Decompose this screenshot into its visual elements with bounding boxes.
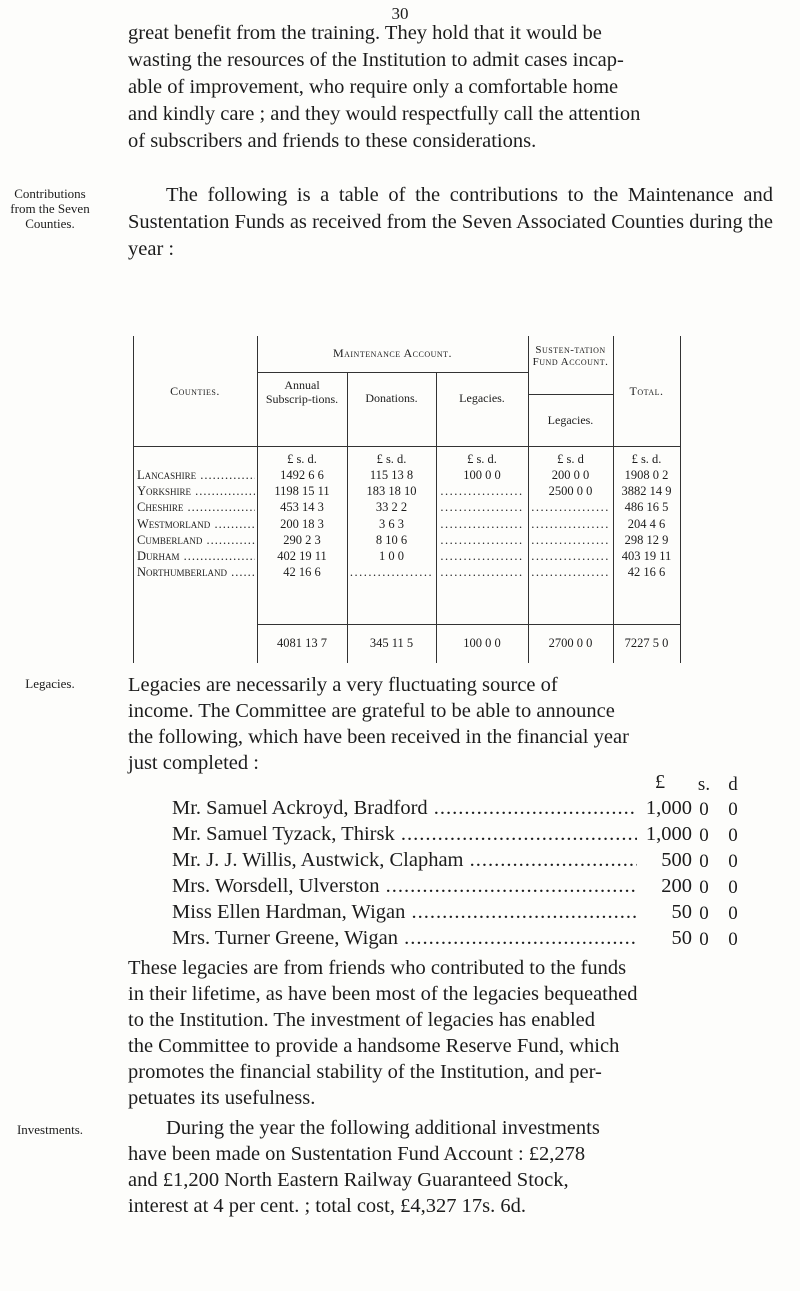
county-name: Cheshire ..... bbox=[137, 499, 255, 515]
page-number: 30 bbox=[391, 4, 409, 23]
cell: 1 0 0 bbox=[379, 548, 404, 563]
legacy-s: 0 bbox=[699, 877, 709, 898]
total-column bbox=[613, 467, 680, 580]
cell: 200 0 0 bbox=[551, 468, 590, 482]
header-maintenance: Maintenance Account. bbox=[332, 346, 453, 360]
cell: 200 18 3 bbox=[280, 516, 324, 531]
d-heading: d bbox=[728, 774, 738, 795]
legacy-name bbox=[172, 797, 637, 823]
legacy-s: 0 bbox=[699, 851, 709, 872]
legacy-s: 0 bbox=[699, 825, 709, 846]
sust-legacies-column bbox=[528, 467, 613, 580]
header-counties: Counties. bbox=[170, 384, 220, 398]
cell: 486 16 5 bbox=[624, 500, 669, 515]
legacy-d: 0 bbox=[728, 929, 738, 950]
cell: 3 6 3 bbox=[379, 516, 404, 531]
text-line: petuates its usefulness. bbox=[128, 1087, 316, 1109]
county-name: Durham ..... bbox=[137, 548, 255, 564]
cell: 402 19 11 bbox=[277, 548, 327, 563]
text-line: of subscribers and friends to these considerations. bbox=[128, 130, 537, 152]
side-note-contributions: Contributions from the Seven Counties. bbox=[10, 186, 90, 231]
legacy-pounds: 1,000 bbox=[645, 823, 692, 845]
cell: 1908 0 2 bbox=[624, 468, 669, 482]
annual-column bbox=[257, 467, 347, 580]
cell: 298 12 9 bbox=[624, 532, 669, 547]
legacy-pounds: 200 bbox=[661, 875, 692, 897]
dots: .................. bbox=[440, 548, 524, 563]
cell: 290 2 3 bbox=[283, 532, 321, 547]
cell: 1492 6 6 bbox=[280, 468, 324, 482]
text-line: and kindly care ; and they would respectfully call the attention bbox=[128, 103, 641, 125]
dots: .................. bbox=[440, 484, 524, 499]
legacies-column bbox=[436, 467, 528, 580]
text-line: and £1,200 North Eastern Railway Guaranteed Stock, bbox=[128, 1169, 569, 1191]
header-annual: Annual Subscrip-tions. bbox=[265, 378, 339, 406]
text-line: interest at 4 per cent. ; total cost, £4,327 17s. 6d. bbox=[128, 1195, 526, 1217]
county-name: Yorkshire ..... bbox=[137, 483, 255, 499]
legacy-s: 0 bbox=[699, 929, 709, 950]
legacy-d: 0 bbox=[728, 877, 738, 898]
units: £ s. d bbox=[557, 452, 584, 466]
cell: 2500 0 0 bbox=[548, 484, 593, 499]
legacy-s: 0 bbox=[699, 799, 709, 820]
cell: 8 10 6 bbox=[375, 532, 408, 547]
legacy-pounds: 500 bbox=[661, 849, 692, 871]
county-name: Westmorland ..... bbox=[137, 516, 255, 532]
cell: 183 18 10 bbox=[366, 484, 417, 499]
legacy-d: 0 bbox=[728, 825, 738, 846]
dots: .................. bbox=[349, 565, 434, 580]
dots: ................. bbox=[531, 516, 610, 531]
units: £ s. d. bbox=[287, 452, 317, 466]
dots: .................. bbox=[440, 500, 524, 515]
header-total: Total. bbox=[629, 384, 664, 398]
dots: ................. bbox=[531, 565, 610, 580]
legacy-d: 0 bbox=[728, 851, 738, 872]
text-line: the Committee to provide a handsome Reserve Fund, which bbox=[128, 1035, 620, 1057]
text-line: just completed : bbox=[128, 752, 259, 774]
sum-sustentation: 2700 0 0 bbox=[548, 636, 593, 650]
text-line: the following, which have been received in the financial year bbox=[128, 726, 629, 748]
legacy-donor: Mrs. Worsdell, Ulverston ..... bbox=[172, 875, 637, 897]
cell: 1198 15 11 bbox=[274, 484, 330, 499]
text-line: able of improvement, who require only a comfortable home bbox=[128, 76, 619, 98]
cell: 453 14 3 bbox=[280, 500, 324, 515]
cell: 33 2 2 bbox=[375, 500, 408, 515]
text-line: promotes the financial stability of the Institution, and per- bbox=[128, 1061, 602, 1083]
legacy-name bbox=[172, 875, 637, 901]
cell: 204 4 6 bbox=[627, 516, 666, 531]
pound-heading: £ bbox=[654, 771, 666, 793]
units: £ s. d. bbox=[631, 452, 662, 466]
units: £ s. d. bbox=[467, 452, 497, 466]
legacy-donor: Miss Ellen Hardman, Wigan ..... bbox=[172, 901, 637, 923]
cell: 42 16 6 bbox=[627, 565, 666, 580]
dots: ................. bbox=[531, 532, 610, 547]
cell: 100 0 0 bbox=[463, 468, 501, 482]
dots: .................. bbox=[440, 516, 524, 531]
legacy-name bbox=[172, 823, 637, 849]
text-line: Legacies are necessarily a very fluctuating source of bbox=[128, 674, 558, 696]
legacy-d: 0 bbox=[728, 799, 738, 820]
dots: ................. bbox=[531, 548, 610, 563]
text-line: to the Institution. The investment of legacies has enabled bbox=[128, 1009, 596, 1031]
cell: 403 19 11 bbox=[621, 548, 672, 563]
cell: 3882 14 9 bbox=[621, 484, 672, 499]
sum-legacies: 100 0 0 bbox=[463, 636, 501, 650]
text-line: income. The Committee are grateful to be able to announce bbox=[128, 700, 615, 722]
legacy-pounds: 50 bbox=[671, 901, 692, 923]
cell: 42 16 6 bbox=[283, 565, 321, 580]
legacy-donor: Mr. J. J. Willis, Austwick, Clapham ..... bbox=[172, 849, 637, 871]
county-name: Cumberland ..... bbox=[137, 532, 255, 548]
county-name: Northumberland ..... bbox=[137, 564, 255, 580]
text-line: have been made on Sustentation Fund Account : £2,278 bbox=[128, 1143, 586, 1165]
legacy-name bbox=[172, 901, 637, 927]
legacy-donor: Mrs. Turner Greene, Wigan ..... bbox=[172, 927, 637, 949]
legacy-pounds: 1,000 bbox=[645, 797, 692, 819]
text-line: These legacies are from friends who contributed to the funds bbox=[128, 957, 627, 979]
county-name: Lancashire ..... bbox=[137, 467, 255, 483]
side-note-legacies: Legacies. bbox=[25, 676, 75, 691]
cell: 115 13 8 bbox=[369, 468, 414, 482]
contributions-table bbox=[133, 336, 681, 663]
text-line: in their lifetime, as have been most of the legacies bequeathed bbox=[128, 983, 638, 1005]
legacy-name bbox=[172, 927, 637, 953]
county-column bbox=[137, 467, 255, 580]
legacy-donor: Mr. Samuel Ackroyd, Bradford ..... bbox=[172, 797, 637, 819]
text-line: wasting the resources of the Institution to admit cases incap- bbox=[128, 49, 624, 71]
dots: ................. bbox=[531, 500, 610, 515]
paragraph-table-intro: The following is a table of the contributions to the Maintenance and Sustentation Funds as received from the Seven Associated Counties during the year : bbox=[128, 184, 773, 260]
header-sust-legacies: Legacies. bbox=[547, 413, 594, 427]
text-line: great benefit from the training. They hold that it would be bbox=[128, 22, 602, 44]
legacy-name bbox=[172, 849, 637, 875]
units: £ s. d. bbox=[376, 452, 407, 466]
side-note-investments: Investments. bbox=[16, 1122, 84, 1137]
dots: .................. bbox=[440, 565, 524, 580]
legacy-donor: Mr. Samuel Tyzack, Thirsk ..... bbox=[172, 823, 637, 845]
sum-total: 7227 5 0 bbox=[624, 636, 669, 650]
legacy-s: 0 bbox=[699, 903, 709, 924]
header-donations: Donations. bbox=[365, 391, 418, 405]
s-heading: s. bbox=[697, 774, 711, 795]
header-legacies: Legacies. bbox=[459, 391, 505, 405]
header-sustentation: Susten-tation Fund Account. bbox=[532, 344, 609, 368]
text-line: During the year the following additional investments bbox=[166, 1117, 600, 1139]
legacy-pounds: 50 bbox=[671, 927, 692, 949]
sum-donations: 345 11 5 bbox=[369, 636, 414, 650]
legacy-d: 0 bbox=[728, 903, 738, 924]
donations-column bbox=[347, 467, 436, 580]
dots: .................. bbox=[440, 532, 524, 547]
sum-annual: 4081 13 7 bbox=[277, 636, 327, 650]
